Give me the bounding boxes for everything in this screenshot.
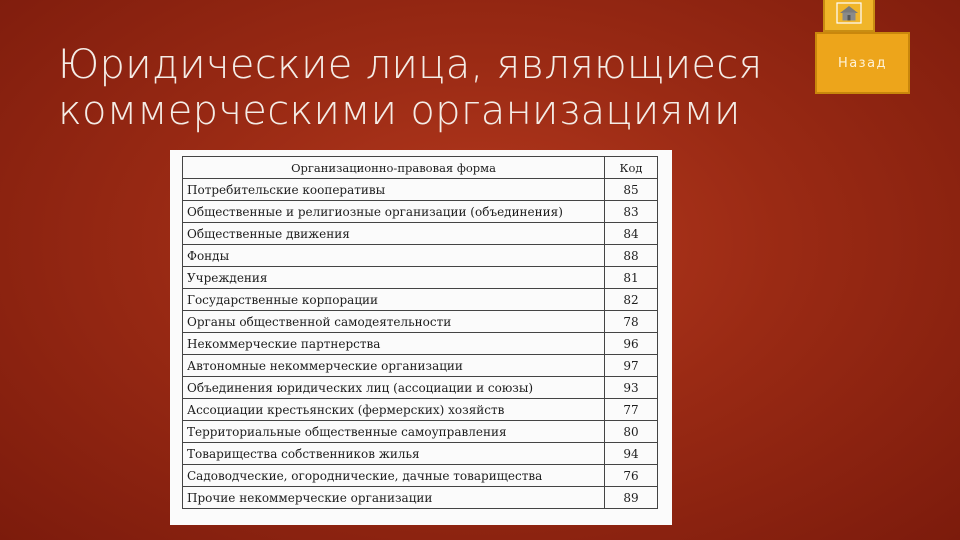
table-row [183,267,658,289]
row-form-cell: Товарищества собственников жилья [183,443,605,465]
row-form-cell: Государственные корпорации [183,289,605,311]
row-code-cell: 88 [605,245,658,267]
slide-title-line-1: Юридические лица, являющиеся [58,42,763,88]
slide-title-line-2: коммерческими организациями [58,88,741,134]
table-header-row [183,157,658,179]
row-form-cell: Автономные некоммерческие организации [183,355,605,377]
back-button[interactable]: Назад [815,32,910,94]
table-row [183,377,658,399]
row-form-cell: Учреждения [183,267,605,289]
table-image [170,150,672,525]
header-form: Организационно-правовая форма [183,157,605,179]
legal-forms-table [182,156,658,509]
row-form-cell: Некоммерческие партнерства [183,333,605,355]
table-row [183,399,658,421]
row-code-cell: 97 [605,355,658,377]
table-row [183,465,658,487]
row-form-cell: Ассоциации крестьянских (фермерских) хозяйств [183,399,605,421]
table-row [183,421,658,443]
table-row [183,443,658,465]
row-code-cell: 77 [605,399,658,421]
row-form-cell: Потребительские кооперативы [183,179,605,201]
table-row [183,245,658,267]
row-form-cell: Прочие некоммерческие организации [183,487,605,509]
home-button[interactable] [823,0,875,32]
row-code-cell: 85 [605,179,658,201]
row-form-cell: Садоводческие, огороднические, дачные товарищества [183,465,605,487]
table-row [183,223,658,245]
row-code-cell: 83 [605,201,658,223]
row-form-cell: Объединения юридических лиц (ассоциации и союзы) [183,377,605,399]
row-form-cell: Территориальные общественные самоуправления [183,421,605,443]
row-code-cell: 82 [605,289,658,311]
row-code-cell: 89 [605,487,658,509]
row-code-cell: 80 [605,421,658,443]
table-row [183,201,658,223]
table-row [183,289,658,311]
row-code-cell: 81 [605,267,658,289]
row-code-cell: 94 [605,443,658,465]
slide-title [58,42,778,134]
row-code-cell: 93 [605,377,658,399]
table-row [183,355,658,377]
table-row [183,333,658,355]
row-form-cell: Общественные и религиозные организации (объединения) [183,201,605,223]
row-code-cell: 96 [605,333,658,355]
table-row [183,487,658,509]
row-form-cell: Общественные движения [183,223,605,245]
row-form-cell: Органы общественной самодеятельности [183,311,605,333]
table-row [183,311,658,333]
row-code-cell: 84 [605,223,658,245]
row-form-cell: Фонды [183,245,605,267]
row-code-cell: 76 [605,465,658,487]
home-icon [836,2,862,28]
table-row [183,179,658,201]
row-code-cell: 78 [605,311,658,333]
header-code: Код [605,157,658,179]
